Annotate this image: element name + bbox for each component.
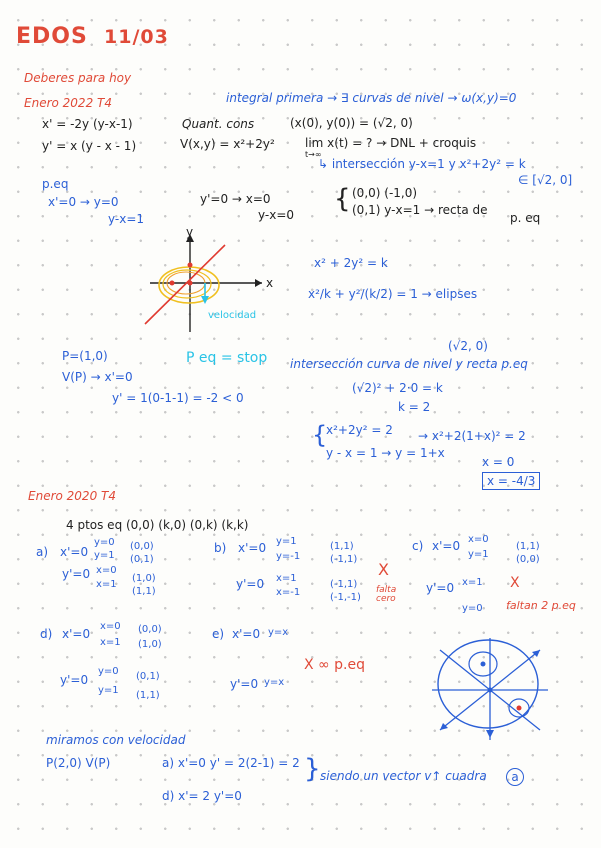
system-1: x²+2y² = 2 [326, 423, 393, 437]
part-a-label: a) [36, 545, 49, 559]
velocity-label: velocidad [208, 310, 257, 321]
system-2: y - x = 1 → y = 1+x [326, 446, 445, 460]
answer-circle: a [506, 768, 524, 786]
part-b-wrong-mark: X [378, 560, 389, 579]
part-a-x: x'=0 [60, 545, 89, 559]
system-3: → x²+2(1+x)² = 2 [418, 429, 526, 443]
part-d-x: x'=0 [62, 627, 91, 641]
peq-y-line1: y'=0 → x=0 [200, 192, 271, 206]
velocity-p-2: y' = 1(0-1-1) = -2 < 0 [112, 391, 244, 405]
part-e-y: y'=0 [230, 677, 259, 691]
part-b-x: x'=0 [238, 541, 267, 555]
eq-points-1: (0,0) (-1,0) [352, 186, 418, 200]
part-a-y: y'=0 [62, 567, 91, 581]
velocity-d: d) x'= 2 y'=0 [162, 789, 242, 803]
part-d-y1: y=0 [98, 666, 119, 677]
peq-x-line1: x'=0 → y=0 [48, 195, 119, 209]
calc-k2: k = 2 [398, 400, 431, 414]
part-d-y2: y=1 [98, 685, 119, 696]
part-a-y2: x=1 [96, 579, 117, 590]
part-e-x: x'=0 [232, 627, 261, 641]
peq-label: p.eq [42, 177, 69, 191]
part-a-y1: x=0 [96, 565, 117, 576]
part-c-x: x'=0 [432, 539, 461, 553]
part-c-wrong-mark: X [510, 575, 520, 591]
ellipse-eq: x² + 2y² = k [314, 256, 388, 270]
part-c-y2: y=0 [462, 603, 483, 614]
part-c-label: c) [412, 539, 424, 553]
part-a-xpoints: (0,0) (0,1) [130, 541, 154, 565]
part-c-x2: y=1 [468, 549, 489, 560]
part-e-wrong-mark: X ∞ p.eq [304, 657, 365, 673]
point-p: P=(1,0) [62, 349, 108, 363]
integral-note: integral primera → ∃ curvas de nivel → ω(x,y)=0 [226, 91, 517, 105]
brace: { [334, 184, 351, 214]
eq-points-2: (0,1) y-x=1 → recta de [352, 203, 488, 217]
part-e-x1: y=x [268, 627, 289, 638]
part-b-x2: y=-1 [276, 551, 301, 562]
exam-title-2022: Enero 2022 T4 [24, 96, 112, 110]
peq-y-line2: y-x=0 [258, 208, 295, 222]
system-brace: { [312, 421, 328, 449]
interval-note: ∈ [√2, 0] [518, 173, 573, 187]
peq-x-line2: y-x=1 [108, 212, 145, 226]
velocity-note: siendo un vector v↑ cuadra [320, 769, 487, 783]
part-c-x1: x=0 [468, 534, 489, 545]
ellipse-normalized: x²/k + y²/(k/2) = 1 → elipses [308, 287, 478, 301]
part-d-xpoints: (0,0) (1,0) [138, 624, 162, 650]
v-function: V(x,y) = x²+2y² [180, 137, 275, 151]
page-title: EDOS [16, 24, 88, 49]
part-b-y2: x=-1 [276, 587, 301, 598]
limit-question: lim x(t) = ? → DNL + croquis [305, 136, 477, 150]
equation-y: y' = x (y - x - 1) [42, 139, 137, 153]
part-d-label: d) [40, 627, 53, 641]
part-b-note: falta cero [376, 585, 397, 604]
part-a-ypoints: (1,0) (1,1) [132, 573, 156, 597]
initial-condition: (x(0), y(0)) = (√2, 0) [290, 116, 413, 130]
solution-1: x = 0 [482, 455, 515, 469]
part-c-y1: x=1 [462, 577, 483, 588]
axis-x-label: x [266, 276, 274, 290]
homework-label: Deberes para hoy [24, 71, 132, 85]
part-c-note: faltan 2 p.eq [506, 599, 576, 612]
part-b-label: b) [214, 541, 227, 555]
part-c-xpoints: (1,1) (0,0) [516, 541, 540, 565]
limit-subscript: t→∞ [305, 150, 322, 159]
velocity-title: miramos con velocidad [46, 733, 186, 747]
point-sqrt2: (√2, 0) [448, 339, 488, 353]
intersection-curve: intersección curva de nivel y recta p.eq [290, 357, 528, 371]
part-b-y: y'=0 [236, 577, 265, 591]
peq-stop: P eq = stop [186, 350, 268, 366]
axis-y-label: y [186, 225, 194, 239]
calc-k: (√2)² + 2·0 = k [352, 381, 443, 395]
velocity-a: a) x'=0 y' = 2(2-1) = 2 [162, 756, 300, 770]
part-d-y: y'=0 [60, 673, 89, 687]
velocity-brace: } [304, 754, 321, 784]
part-a-x1: y=0 [94, 537, 115, 548]
part-b-xpoints: (1,1) (-1,1) [330, 541, 358, 565]
part-d-ypoints: (0,1) (1,1) [136, 671, 160, 701]
part-b-y1: x=1 [276, 573, 297, 584]
part-e-y1: y=x [264, 677, 285, 688]
velocity-p: V(P) → x'=0 [62, 370, 133, 384]
part-d-x1: x=0 [100, 621, 121, 632]
exam-title-2020: Enero 2020 T4 [28, 489, 116, 503]
solution-2-boxed: x = -4/3 [482, 472, 540, 490]
part-b-ypoints: (-1,1) (-1,-1) [330, 579, 361, 603]
part-d-x2: x=1 [100, 637, 121, 648]
part-c-y: y'=0 [426, 581, 455, 595]
equation-x: x' = -2y (y-x-1) [42, 117, 133, 131]
four-eq-points: 4 ptos eq (0,0) (k,0) (0,k) (k,k) [66, 518, 249, 532]
eq-points-3: p. eq [510, 211, 541, 225]
intersection-note: ↳ intersección y-x=1 y x²+2y² = k [318, 157, 526, 171]
page-date: 11/03 [104, 26, 169, 48]
velocity-point: P(2,0) V(P) [46, 756, 111, 770]
part-b-x1: y=1 [276, 536, 297, 547]
quantity-conserved: Quant. cons [182, 117, 255, 131]
part-e-label: e) [212, 627, 225, 641]
part-a-x2: y=1 [94, 550, 115, 561]
